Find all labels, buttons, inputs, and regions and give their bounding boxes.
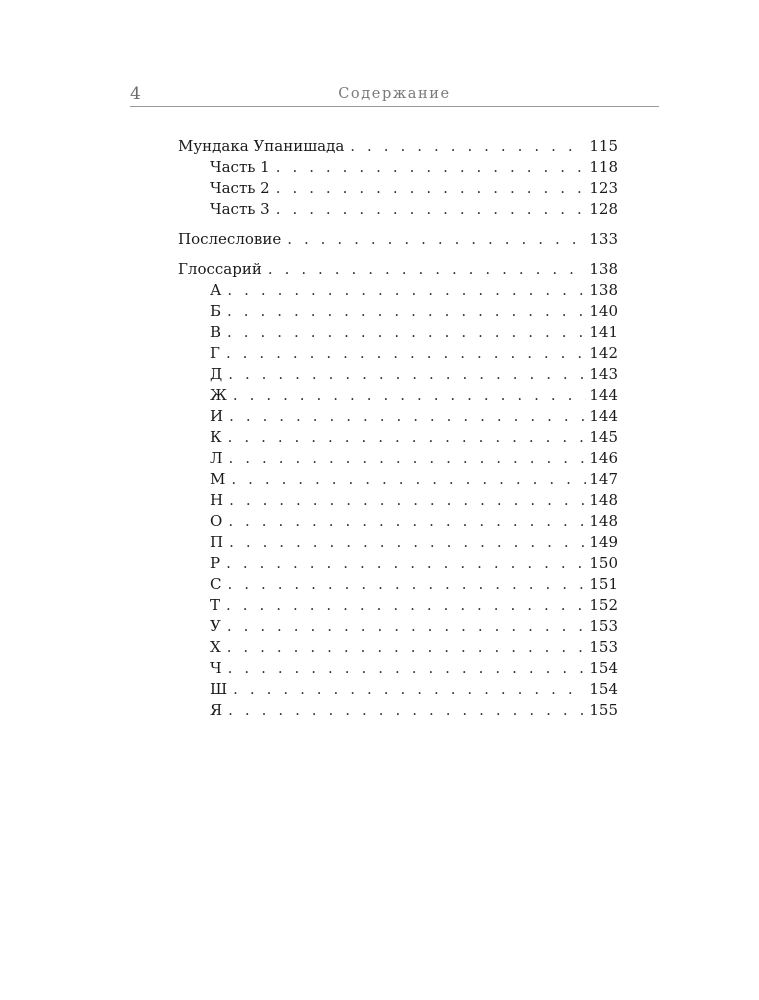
toc-entry-title: Г	[210, 344, 220, 362]
dot-leader	[226, 595, 586, 616]
page-number: 4	[130, 84, 141, 104]
toc-subentry[interactable]	[178, 679, 618, 700]
toc-subentry[interactable]	[178, 364, 618, 385]
toc-page-number: 148	[589, 512, 618, 530]
toc-subentry[interactable]	[178, 511, 618, 532]
toc-page-number: 145	[589, 428, 618, 446]
toc-page-number: 138	[589, 281, 618, 299]
dot-leader	[231, 469, 586, 490]
dot-leader	[276, 178, 587, 199]
dot-leader	[229, 532, 586, 553]
toc-entry-title: У	[210, 617, 221, 635]
toc-subentry[interactable]	[178, 343, 618, 364]
toc-page-number: 153	[589, 617, 618, 635]
toc-section	[178, 229, 618, 250]
toc-entry[interactable]	[178, 229, 618, 250]
dot-leader	[227, 280, 586, 301]
toc-page-number: 123	[589, 179, 618, 197]
toc-page-number: 146	[589, 449, 618, 467]
toc-entry-title: Часть 2	[210, 179, 270, 197]
toc-entry-title: Р	[210, 554, 221, 572]
toc-page-number: 142	[589, 344, 618, 362]
toc-entry[interactable]	[178, 136, 618, 157]
toc-subentry[interactable]	[178, 280, 618, 301]
toc-section	[178, 136, 618, 220]
dot-leader	[227, 301, 586, 322]
toc-subentry[interactable]	[178, 616, 618, 637]
toc-page-number: 154	[589, 680, 618, 698]
dot-leader	[350, 136, 586, 157]
toc-page-number: 154	[589, 659, 618, 677]
toc-page-number: 115	[589, 137, 618, 155]
toc-subentry[interactable]	[178, 469, 618, 490]
header-rule	[130, 106, 659, 107]
toc-entry-title: Х	[210, 638, 221, 656]
dot-leader	[227, 574, 586, 595]
toc-subentry[interactable]	[178, 700, 618, 721]
toc-entry-title: П	[210, 533, 224, 551]
toc-subentry[interactable]	[178, 532, 618, 553]
dot-leader	[276, 199, 587, 220]
toc-entry-title: В	[210, 323, 222, 341]
toc-entry-title: Т	[210, 596, 221, 614]
dot-leader	[227, 322, 586, 343]
running-title: Содержание	[338, 86, 451, 102]
toc-subentry[interactable]	[178, 595, 618, 616]
toc-entry-title: К	[210, 428, 222, 446]
toc-subentry[interactable]	[178, 427, 618, 448]
toc-subentry[interactable]	[178, 385, 618, 406]
toc-page-number: 144	[589, 407, 618, 425]
dot-leader	[228, 427, 587, 448]
toc-entry-title: И	[210, 407, 224, 425]
dot-leader	[228, 700, 586, 721]
toc-page-number: 155	[589, 701, 618, 719]
toc-subentry[interactable]	[178, 157, 618, 178]
toc-entry-title: О	[210, 512, 223, 530]
toc-entry-title: Ч	[210, 659, 222, 677]
toc-subentry[interactable]	[178, 448, 618, 469]
dot-leader	[276, 157, 587, 178]
toc-subentry[interactable]	[178, 322, 618, 343]
toc-subentry[interactable]	[178, 658, 618, 679]
dot-leader	[226, 343, 586, 364]
dot-leader	[229, 406, 586, 427]
toc-page-number: 151	[589, 575, 618, 593]
toc-entry-title: Часть 1	[210, 158, 270, 176]
dot-leader	[226, 553, 586, 574]
toc-subentry[interactable]	[178, 553, 618, 574]
dot-leader	[233, 679, 586, 700]
toc-section	[178, 259, 618, 721]
toc-page-number: 118	[589, 158, 618, 176]
dot-leader	[229, 448, 587, 469]
toc-entry-title: С	[210, 575, 222, 593]
toc-page-number: 153	[589, 638, 618, 656]
toc-page-number: 141	[589, 323, 618, 341]
toc-entry-title: Часть 3	[210, 200, 270, 218]
toc-entry-title: М	[210, 470, 226, 488]
dot-leader	[227, 637, 587, 658]
toc-subentry[interactable]	[178, 301, 618, 322]
toc-page-number: 150	[589, 554, 618, 572]
toc-page-number: 144	[589, 386, 618, 404]
toc-page-number: 149	[589, 533, 618, 551]
dot-leader	[287, 229, 586, 250]
toc-entry-title: Послесловие	[178, 230, 282, 248]
dot-leader	[227, 616, 587, 637]
toc-entry-title: А	[210, 281, 222, 299]
toc-page-number: 140	[589, 302, 618, 320]
dot-leader	[268, 259, 587, 280]
toc-entry-title: Д	[210, 365, 223, 383]
dot-leader	[228, 364, 586, 385]
dot-leader	[233, 385, 587, 406]
toc-page-number: 147	[589, 470, 618, 488]
toc-page-number: 133	[589, 230, 618, 248]
toc-page-number: 138	[589, 260, 618, 278]
toc-page-number: 152	[589, 596, 618, 614]
toc-page-number: 128	[589, 200, 618, 218]
toc-entry-title: Глоссарий	[178, 260, 262, 278]
toc-entry-title: Мундака Упанишада	[178, 137, 345, 155]
toc-entry-title: Ш	[210, 680, 228, 698]
toc-entry-title: Л	[210, 449, 223, 467]
toc-page-number: 148	[589, 491, 618, 509]
dot-leader	[228, 658, 587, 679]
dot-leader	[228, 511, 586, 532]
toc-subentry[interactable]	[178, 574, 618, 595]
toc-page-number: 143	[589, 365, 618, 383]
toc-entry-title: Я	[210, 701, 223, 719]
toc-entry[interactable]	[178, 259, 618, 280]
table-of-contents	[178, 136, 618, 730]
toc-entry-title: Б	[210, 302, 222, 320]
toc-entry-title: Н	[210, 491, 224, 509]
dot-leader	[229, 490, 586, 511]
toc-subentry[interactable]	[178, 490, 618, 511]
toc-entry-title: Ж	[210, 386, 227, 404]
toc-subentry[interactable]	[178, 406, 618, 427]
toc-subentry[interactable]	[178, 199, 618, 220]
toc-subentry[interactable]	[178, 178, 618, 199]
toc-subentry[interactable]	[178, 637, 618, 658]
